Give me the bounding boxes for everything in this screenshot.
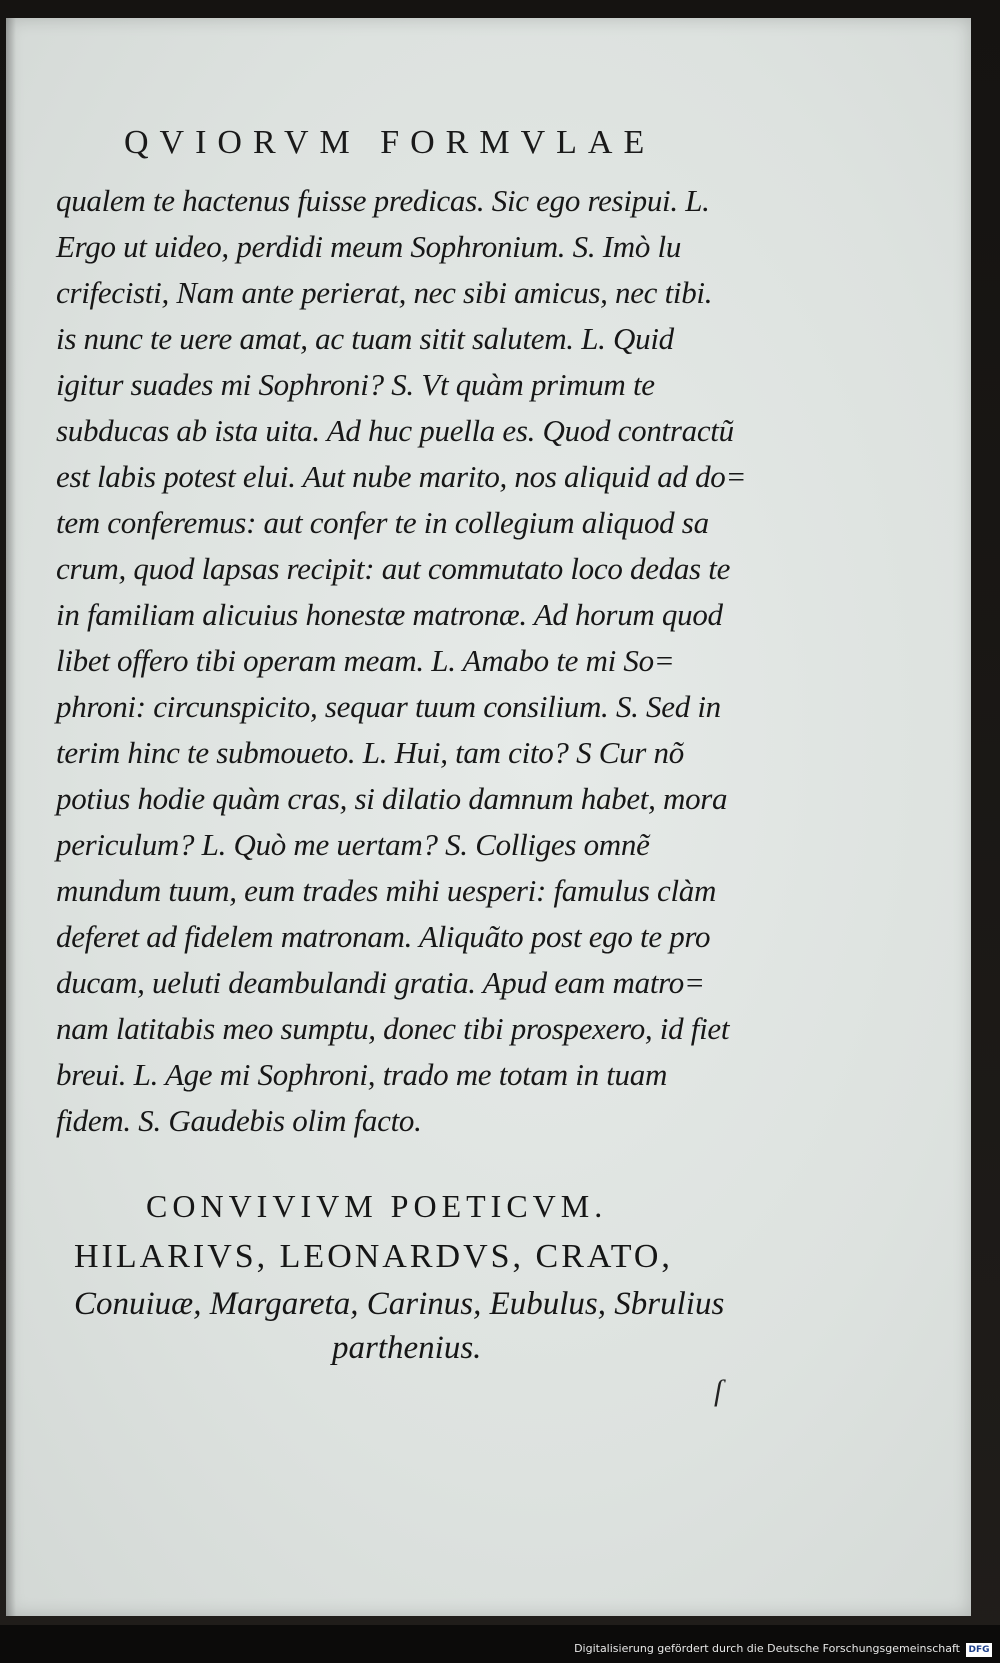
text-line: mundum tuum, eum trades mihi uesperi: famulus clàm (56, 873, 717, 908)
speakers-line: Conuiuæ, Margareta, Carinus, Eubulus, Sbrulius (74, 1286, 725, 1322)
body-text (56, 178, 846, 1144)
text-line: crum, quod lapsas recipit: aut commutato loco dedas te (56, 551, 731, 586)
dfg-logo: DFG (966, 1643, 992, 1657)
catchword: ſ (714, 1374, 723, 1407)
text-line: terim hinc te submoueto. L. Hui, tam cito? S Cur nõ (56, 735, 684, 770)
running-head: QVIORVM FORMVLAE (124, 124, 656, 161)
text-line: periculum? L. Quò me uertam? S. Colliges omnẽ (56, 827, 650, 862)
book-page (6, 18, 971, 1616)
text-line: phroni: circunspicito, sequar tuum consilium. S. Sed in (56, 689, 721, 724)
text-line: crifecisti, Nam ante perierat, nec sibi amicus, nec tibi. (56, 275, 713, 310)
text-line: qualem te hactenus fuisse predicas. Sic ego resipui. L. (56, 183, 710, 218)
text-line: nam latitabis meo sumptu, donec tibi prospexero, id fiet (56, 1011, 730, 1046)
text-line: fidem. S. Gaudebis olim facto. (56, 1103, 422, 1138)
text-line: est labis potest elui. Aut nube marito, nos aliquid ad do= (56, 459, 747, 494)
text-line: Ergo ut uideo, perdidi meum Sophronium. S. Imò lu (56, 229, 682, 264)
speakers-line-end: parthenius. (332, 1330, 482, 1366)
text-line: subducas ab ista uita. Ad huc puella es. Quod contractũ (56, 413, 734, 448)
text-line: potius hodie quàm cras, si dilatio damnum habet, mora (56, 781, 728, 816)
text-line: ducam, ueluti deambulandi gratia. Apud eam matro= (56, 965, 705, 1000)
text-line: is nunc te uere amat, ac tuam sitit salutem. L. Quid (56, 321, 674, 356)
section-heading: CONVIVIVM POETICVM. (146, 1188, 608, 1224)
text-line: tem conferemus: aut confer te in collegium aliquod sa (56, 505, 709, 540)
text-line: libet offero tibi operam meam. L. Amabo te mi So= (56, 643, 675, 678)
funding-credit: Digitalisierung gefördert durch die Deutsche Forschungsgemeinschaft (574, 1642, 960, 1655)
text-line: igitur suades mi Sophroni? S. Vt quàm primum te (56, 367, 655, 402)
footer-bar (0, 1625, 1000, 1663)
text-line: deferet ad fidelem matronam. Aliquãto post ego te pro (56, 919, 711, 954)
text-line: in familiam alicuius honestæ matronæ. Ad horum quod (56, 597, 723, 632)
text-line: breui. L. Age mi Sophroni, trado me totam in tuam (56, 1057, 668, 1092)
speakers-heading: HILARIVS, LEONARDVS, CRATO, (74, 1238, 673, 1275)
